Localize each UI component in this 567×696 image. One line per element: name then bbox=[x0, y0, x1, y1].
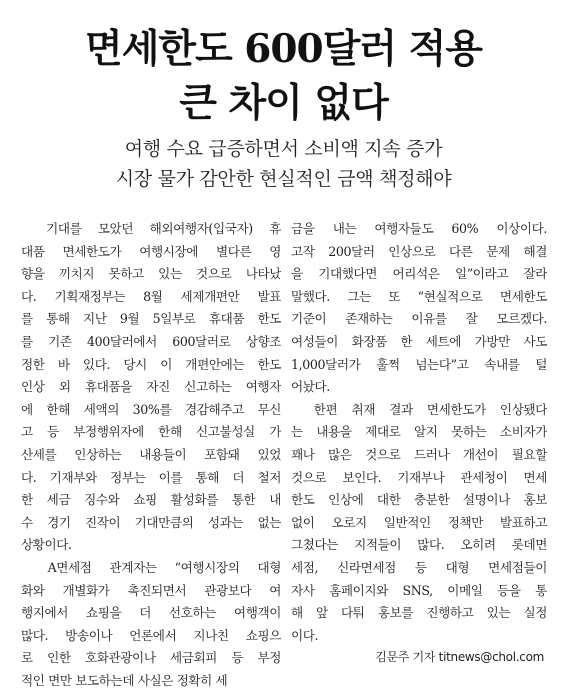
body-text-line: 해 앞 다퉈 홍보를 진행하고 있는 실정 bbox=[291, 605, 547, 621]
body-text-line: 그쳤다는 지적들이 많다. 오히려 롯데면 bbox=[291, 537, 547, 553]
body-text-line: 를 기존 400달러에서 600달러로 상향조 bbox=[21, 333, 281, 349]
body-text-line: 세점, 신라면세점 등 대형 면세점들이 bbox=[291, 559, 547, 575]
body-text-line: 행지에서 쇼핑을 더 선호하는 여행객이 bbox=[21, 605, 281, 621]
article-body-left-column bbox=[21, 218, 281, 692]
body-text-line: 기대를 모았던 해외여행자(입국자) 휴 bbox=[21, 221, 281, 236]
body-text-line: 한편 취재 결과 면세한도가 인상됐다 bbox=[291, 401, 547, 417]
headline-line-2: 큰 차이 없다 bbox=[179, 80, 388, 126]
body-text-line: 적인 면만 보도하는데 사실은 정확히 세 bbox=[21, 672, 228, 688]
body-text-line: 기준이 존재하는 이유를 잘 모르겠다. bbox=[291, 311, 547, 327]
subheadline-line-2: 시장 물가 감안한 현실적인 금액 책정해야 bbox=[115, 168, 452, 190]
byline: 김문주 기자 titnews@chol.com bbox=[375, 650, 544, 664]
subheadline bbox=[0, 134, 567, 194]
body-text-line: 고 등 부정행위자에 한해 신고불성실 가 bbox=[21, 424, 281, 440]
body-text-line: 어놨다. bbox=[291, 379, 330, 395]
body-text-line: 1,000달러가 훌쩍 넘는다”고 속내를 털 bbox=[291, 356, 547, 372]
subheadline-line-1: 여행 수요 급증하면서 소비액 지속 증가 bbox=[124, 138, 443, 160]
body-text-line: 는 내용을 제대로 알지 못하는 소비자가 bbox=[291, 424, 547, 440]
body-text-line: 향을 끼치지 못하고 있는 것으로 나타났 bbox=[21, 266, 281, 282]
body-text-line: 고작 200달러 인상으로 다른 문제 해결 bbox=[291, 243, 547, 259]
body-text-line: 많다. 방송이나 언론에서 지나친 쇼핑으 bbox=[21, 627, 281, 643]
body-text-line: 한 세금 징수와 쇼핑 활성화를 통한 내 bbox=[21, 492, 281, 508]
headline-line-1: 면세한도 600달러 적용 bbox=[85, 26, 482, 72]
body-text-line: 대품 면세한도가 여행시장에 별다른 영 bbox=[21, 243, 281, 259]
body-text-line: 자사 홈페이지와 SNS, 이메일 등을 통 bbox=[291, 582, 547, 598]
body-text-line: 이다. bbox=[291, 627, 319, 643]
body-text-line: 것으로 보인다. 기재부나 관세청이 면세 bbox=[291, 469, 547, 485]
body-text-line: 정한 바 있다. 당시 이 개편안에는 한도 bbox=[21, 356, 281, 372]
body-text-line: 여성들이 화장품 한 세트에 가방만 사도 bbox=[291, 333, 547, 349]
body-text-line: 꽤나 많은 것으로 드러나 개선이 필요할 bbox=[291, 446, 547, 462]
body-text-line: 를 통해 지난 9월 5일부로 휴대품 한도 bbox=[21, 311, 281, 327]
body-text-line: 상황이다. bbox=[21, 537, 72, 553]
body-text-line: 을 기대했다면 어리석은 일”이라고 잘라 bbox=[291, 266, 547, 282]
body-text-line: 없이 오로지 일반적인 정책만 발표하고 bbox=[291, 514, 547, 530]
body-text-line: 산세를 인상하는 내용들이 포함돼 있었 bbox=[21, 446, 281, 462]
body-text-line: 한도 인상에 대한 충분한 설명이나 홍보 bbox=[291, 492, 547, 508]
headline bbox=[0, 22, 567, 130]
body-text-line: 로 인한 호화관광이나 세금회피 등 부정 bbox=[21, 650, 281, 666]
body-text-line: 인상 외 휴대품을 자진 신고하는 여행자 bbox=[21, 379, 281, 395]
body-text-line: 다. 기재부와 정부는 이를 통해 더 철저 bbox=[21, 469, 281, 485]
body-text-line: 금을 내는 여행자들도 60% 이상이다. bbox=[291, 221, 547, 236]
body-text-line: 에 한해 세액의 30%를 경감해주고 무신 bbox=[21, 401, 281, 417]
body-text-line: 말했다. 그는 또 “현실적으로 면세한도 bbox=[291, 288, 547, 304]
body-text-line: 화와 개별화가 촉진되면서 관광보다 여 bbox=[21, 582, 281, 598]
body-text-line: 다. 기획재정부는 8월 세제개편안 발표 bbox=[21, 288, 281, 304]
body-text-line: 수 경기 진작이 기대만큼의 성과는 없는 bbox=[21, 514, 281, 530]
body-text-line: A면세점 관계자는 “여행시장의 대형 bbox=[21, 559, 281, 575]
article-body-right-column bbox=[291, 218, 547, 647]
